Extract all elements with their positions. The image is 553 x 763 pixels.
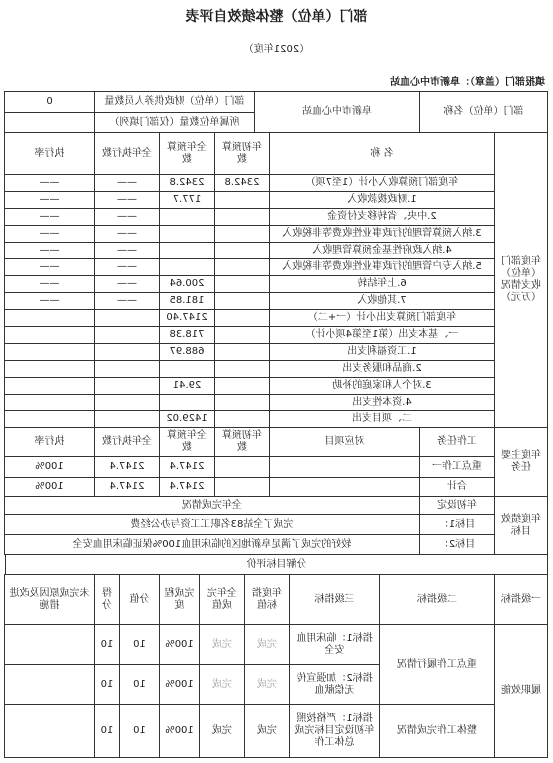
budget-name-cell: 1.工资福利支出	[270, 343, 495, 360]
goals-table	[4, 496, 548, 555]
budget-rate-cell: ——	[5, 175, 95, 192]
task-project-cell	[270, 478, 420, 497]
budget-rate-cell	[5, 411, 95, 428]
tasks-header-row	[5, 428, 548, 457]
budget-rate-cell	[5, 394, 95, 411]
staff-count-value: 0	[5, 92, 95, 113]
ind-header-l3: 三级指标	[290, 575, 380, 625]
ind-target-cell: 完成	[245, 625, 290, 665]
budget-initial-cell	[215, 360, 270, 377]
budget-rate-cell	[5, 377, 95, 394]
goals-done-label: 全年完成情况	[5, 497, 420, 515]
ind-level3-cell: 指标1：临床用血安全	[290, 625, 380, 665]
budget-initial-cell	[215, 225, 270, 242]
budget-rate-cell	[5, 310, 95, 327]
budget-initial-cell	[215, 377, 270, 394]
task-rate-cell: 100%	[5, 478, 95, 497]
ind-header-score: 得分	[95, 575, 120, 625]
task-initial-cell	[215, 478, 270, 497]
budget-name-cell: 3.对个人和家庭的补助	[270, 377, 495, 394]
budget-name-cell: 一、基本支出（第1至第4项小计）	[270, 327, 495, 344]
budget-rate-cell	[5, 327, 95, 344]
filling-department-label: 填报部门（盖章）：	[460, 77, 545, 88]
budget-rate-cell: ——	[5, 293, 95, 310]
budget-row	[5, 225, 548, 242]
form-title: 部门（单位）整体绩效自评表	[185, 9, 368, 25]
budget-executed-cell	[95, 327, 160, 344]
budget-annual-cell: 200.64	[160, 276, 215, 293]
budget-initial-cell	[215, 208, 270, 225]
ind-degree-cell: 100%	[160, 665, 200, 705]
budget-header-rate: 执行率	[5, 133, 95, 175]
tasks-header-project: 对应项目	[270, 428, 420, 457]
ind-level2-cell: 整体工作完成情况	[380, 705, 495, 758]
indicator-row	[5, 625, 548, 665]
budget-initial-cell	[215, 293, 270, 310]
ind-weight-cell: 10	[120, 625, 160, 665]
budget-row	[5, 259, 548, 276]
ind-reason-cell	[5, 665, 95, 705]
ind-target-cell: 完成	[245, 705, 290, 758]
goal-target-cell: 目标1：	[420, 515, 495, 535]
breakdown-title-row	[6, 555, 548, 575]
budget-executed-cell: ——	[95, 276, 160, 293]
budget-row	[5, 411, 548, 428]
budget-annual-cell: 1429.02	[160, 411, 215, 428]
task-annual-cell: 2147.4	[160, 457, 215, 478]
budget-initial-cell	[215, 259, 270, 276]
budget-name-cell: 二、项目支出	[270, 411, 495, 428]
budget-row	[5, 175, 548, 192]
task-row	[5, 457, 548, 478]
ind-degree-cell: 100%	[160, 625, 200, 665]
budget-annual-cell: 29.41	[160, 377, 215, 394]
budget-header-annual: 全年预算数	[160, 133, 215, 175]
task-name-cell: 重点工作一	[420, 457, 495, 478]
task-rate-cell: 100%	[5, 457, 95, 478]
budget-executed-cell: ——	[95, 191, 160, 208]
ind-degree-cell: 100%	[160, 705, 200, 758]
budget-row	[5, 377, 548, 394]
budget-rate-cell: ——	[5, 208, 95, 225]
ind-header-reason: 未完成原因及改进措施	[5, 575, 95, 625]
budget-name-cell: 4.资本性支出	[270, 394, 495, 411]
ind-level1-cell: 履职效能	[495, 625, 548, 758]
goal-row	[5, 515, 548, 535]
budget-executed-cell: ——	[95, 175, 160, 192]
budget-annual-cell	[160, 242, 215, 259]
ind-target-cell: 完成	[245, 665, 290, 705]
ind-score-cell: 10	[95, 625, 120, 665]
budget-executed-cell	[95, 411, 160, 428]
goals-section-label: 年度绩效目标	[495, 497, 548, 555]
ind-score-cell: 10	[95, 665, 120, 705]
budget-row	[5, 310, 548, 327]
goals-header-row	[5, 497, 548, 515]
budget-executed-cell	[95, 377, 160, 394]
budget-row	[5, 327, 548, 344]
task-executed-cell: 2147.4	[95, 457, 160, 478]
goal-row	[5, 535, 548, 555]
budget-initial-cell	[215, 276, 270, 293]
ind-header-weight: 分值	[120, 575, 160, 625]
budget-name-cell: 6.上年结转	[270, 276, 495, 293]
ind-header-degree: 完成程度	[160, 575, 200, 625]
tasks-section-label: 年度主要任务	[495, 428, 548, 497]
budget-initial-cell: 2342.8	[215, 175, 270, 192]
budget-rate-cell	[5, 343, 95, 360]
indicators-table	[4, 574, 548, 758]
budget-rate-cell	[5, 360, 95, 377]
indicator-row	[5, 705, 548, 758]
ind-header-l2: 二级指标	[380, 575, 495, 625]
goals-set-label: 年初设定	[420, 497, 495, 515]
budget-initial-cell	[215, 191, 270, 208]
ind-reason-cell	[5, 625, 95, 665]
budget-rate-cell: ——	[5, 276, 95, 293]
tasks-table	[4, 427, 548, 497]
budget-annual-cell: 2342.8	[160, 175, 215, 192]
budget-header-executed: 全年执行数	[95, 133, 160, 175]
ind-weight-cell: 10	[120, 705, 160, 758]
budget-row	[5, 293, 548, 310]
budget-initial-cell	[215, 310, 270, 327]
ind-header-target: 年度指标值	[245, 575, 290, 625]
info-table	[4, 91, 548, 133]
goal-text-cell: 较好的完成了满足阜新地区的临床用血100%保证临床用血安全	[5, 535, 420, 555]
ind-score-cell: 10	[95, 705, 120, 758]
budget-name-cell: 2.商品和服务支出	[270, 360, 495, 377]
budget-rate-cell: ——	[5, 191, 95, 208]
ind-weight-cell: 10	[120, 665, 160, 705]
budget-header-initial: 年初预算数	[215, 133, 270, 175]
task-row	[5, 478, 548, 497]
budget-row	[5, 191, 548, 208]
ind-level2-cell: 重点工作履行情况	[380, 625, 495, 705]
unit-name-value: 阜新市中心血站	[255, 92, 420, 133]
budget-executed-cell: ——	[95, 293, 160, 310]
budget-executed-cell: ——	[95, 259, 160, 276]
budget-name-cell: 7.其他收入	[270, 293, 495, 310]
budget-annual-cell	[160, 208, 215, 225]
budget-name-cell: 3.纳入预算管理的行政事业性收费等非税收入	[270, 225, 495, 242]
info-row	[5, 92, 548, 113]
breakdown-title: 分解目标评价	[6, 555, 548, 575]
ind-header-l1: 一级指标	[495, 575, 548, 625]
budget-initial-cell	[215, 394, 270, 411]
budget-executed-cell	[95, 360, 160, 377]
budget-annual-cell	[160, 225, 215, 242]
budget-annual-cell: 177.7	[160, 191, 215, 208]
budget-row	[5, 208, 548, 225]
budget-annual-cell: 2147.40	[160, 310, 215, 327]
budget-name-cell: 年度部门预算支出小计（一+二）	[270, 310, 495, 327]
goal-text-cell: 完成了全站83名职工工资与办公经费	[5, 515, 420, 535]
task-initial-cell	[215, 457, 270, 478]
task-executed-cell: 2147.4	[95, 478, 160, 497]
staff-count-label: 部门（单位）财政供养人员数量	[95, 92, 255, 113]
budget-initial-cell	[215, 343, 270, 360]
ind-reason-cell	[5, 705, 95, 758]
budget-executed-cell	[95, 394, 160, 411]
budget-annual-cell	[160, 394, 215, 411]
form-year: （2021年度）	[243, 44, 310, 55]
budget-row	[5, 276, 548, 293]
sub-unit-count-label: 所属单位数量（仅部门填列）	[95, 113, 255, 133]
budget-annual-cell	[160, 360, 215, 377]
budget-initial-cell	[215, 411, 270, 428]
budget-initial-cell	[215, 327, 270, 344]
budget-executed-cell	[95, 310, 160, 327]
indicators-header-row	[5, 575, 548, 625]
ind-actual-cell: 完成	[200, 705, 245, 758]
filling-department-value: 阜新市中心血站	[390, 77, 460, 88]
budget-header-name: 名 称	[270, 133, 495, 175]
ind-actual-cell: 完成	[200, 665, 245, 705]
budget-header-row	[5, 133, 548, 175]
budget-name-cell: 5.纳入专户管理的行政事业性收费等非税收入	[270, 259, 495, 276]
budget-name-cell: 4.纳入政府性基金预算管理收入	[270, 242, 495, 259]
budget-annual-cell: 181.85	[160, 293, 215, 310]
budget-rate-cell: ——	[5, 259, 95, 276]
budget-executed-cell: ——	[95, 242, 160, 259]
budget-annual-cell: 718.38	[160, 327, 215, 344]
budget-row	[5, 394, 548, 411]
ind-level3-cell: 指标2：加强宣传无偿献血	[290, 665, 380, 705]
budget-table	[4, 132, 548, 428]
budget-executed-cell: ——	[95, 208, 160, 225]
budget-rate-cell: ——	[5, 242, 95, 259]
tasks-header-initial: 年初预算数	[215, 428, 270, 457]
budget-row	[5, 242, 548, 259]
sub-unit-count-value	[5, 113, 95, 133]
tasks-header-task: 工作任务	[420, 428, 495, 457]
budget-name-cell: 1.财政拨款收入	[270, 191, 495, 208]
task-name-cell: 合计	[420, 478, 495, 497]
ind-header-actual: 全年完成值	[200, 575, 245, 625]
budget-annual-cell: 688.97	[160, 343, 215, 360]
ind-actual-cell: 完成	[200, 625, 245, 665]
budget-row	[5, 360, 548, 377]
budget-row	[5, 343, 548, 360]
budget-name-cell: 年度部门预算收入小计（1至7项）	[270, 175, 495, 192]
budget-section-label: 年度部门（单位）收支情况（万元）	[495, 133, 548, 428]
tasks-header-annual: 全年预算数	[160, 428, 215, 457]
task-annual-cell: 2147.4	[160, 478, 215, 497]
ind-level3-cell: 指标1：严格按照年初设定目标完成总体工作	[290, 705, 380, 758]
tasks-header-rate: 执行率	[5, 428, 95, 457]
budget-rate-cell: ——	[5, 225, 95, 242]
form-tables	[5, 92, 548, 758]
budget-annual-cell	[160, 259, 215, 276]
filling-department	[390, 73, 545, 88]
goal-target-cell: 目标2：	[420, 535, 495, 555]
budget-executed-cell: ——	[95, 225, 160, 242]
budget-name-cell: 2.中央、省转移支付资金	[270, 208, 495, 225]
budget-executed-cell	[95, 343, 160, 360]
tasks-header-executed: 全年执行数	[95, 428, 160, 457]
task-project-cell	[270, 457, 420, 478]
breakdown-title-table	[5, 554, 548, 575]
budget-initial-cell	[215, 242, 270, 259]
unit-name-label: 部门（单位）名称	[420, 92, 548, 133]
